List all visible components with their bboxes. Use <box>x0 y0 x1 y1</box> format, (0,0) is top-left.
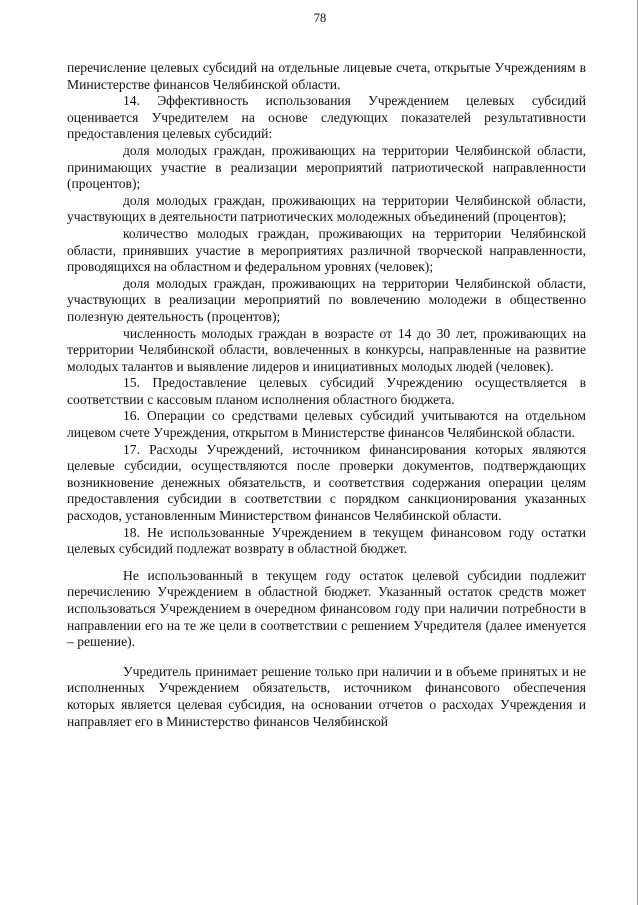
paragraph-18: 18. Не использованные Учреждением в текущем финансовом году остатки целевых субсидий подлежат возврату в областной бюджет. <box>67 524 586 557</box>
indicator-contests: численность молодых граждан в возрасте от 14 до 30 лет, проживающих на территории Челябинской области, вовлеченных в конкурсы, направленные на развитие молодых талантов и выявление лидеров и инициативных молодых людей (человек). <box>67 325 586 374</box>
paragraph-unused-balance: Не использованный в текущем году остаток целевой субсидии подлежит перечислению Учреждением в областной бюджет. Указанный остаток средств может использоваться Учреждением в очередном финансовом году при наличии потребности в направлении его на те же цели в соответствии с решением Учредителя (далее именуется – решение). <box>67 567 586 650</box>
indicator-patriotic-associations: доля молодых граждан, проживающих на территории Челябинской области, участвующих в деятельности патриотических молодежных объединений (процентов); <box>67 192 586 225</box>
paragraph-17: 17. Расходы Учреждений, источником финансирования которых являются целевые субсидии, осуществляются после проверки документов, подтверждающих возникновение денежных обязательств, и соответствия содержания операции целям предоставления субсидии в соответствии с порядком санкционирования указанных расходов, установленным Министерством финансов Челябинской области. <box>67 441 586 524</box>
paragraph-founder-decision: Учредитель принимает решение только при наличии и в объеме принятых и не исполненных Учреждением обязательств, источником финансового обеспечения которых является целевая субсидия, на основании отчетов о расходах Учреждения и направляет его в Министерство финансов Челябинской <box>67 663 586 729</box>
paragraph-14: 14. Эффективность использования Учреждением целевых субсидий оценивается Учредителем на основе следующих показателей результативности предоставления целевых субсидий: <box>67 93 586 142</box>
document-body <box>67 60 586 730</box>
indicator-creative-events: количество молодых граждан, проживающих на территории Челябинской области, принявших участие в мероприятиях различной творческой направленности, проводящихся на областном и федеральном уровнях (человек); <box>67 225 586 275</box>
page-number: 78 <box>313 11 327 25</box>
paragraph-continuation: перечисление целевых субсидий на отдельные лицевые счета, открытые Учреждениям в Министерстве финансов Челябинской области. <box>67 60 586 92</box>
scan-edge-line <box>637 0 639 905</box>
indicator-patriotic-events: доля молодых граждан, проживающих на территории Челябинской области, принимающих участие в реализации мероприятий патриотической направленности (процентов); <box>67 142 586 192</box>
paragraph-15: 15. Предоставление целевых субсидий Учреждению осуществляется в соответствии с кассовым планом исполнения областного бюджета. <box>67 375 586 407</box>
paragraph-16: 16. Операции со средствами целевых субсидий учитываются на отдельном лицевом счете Учреждения, открытом в Министерстве финансов Челябинской области. <box>67 408 586 441</box>
indicator-useful-activity: доля молодых граждан, проживающих на территории Челябинской области, участвующих в реализации мероприятий по вовлечению молодежи в общественно полезную деятельность (процентов); <box>67 275 586 324</box>
